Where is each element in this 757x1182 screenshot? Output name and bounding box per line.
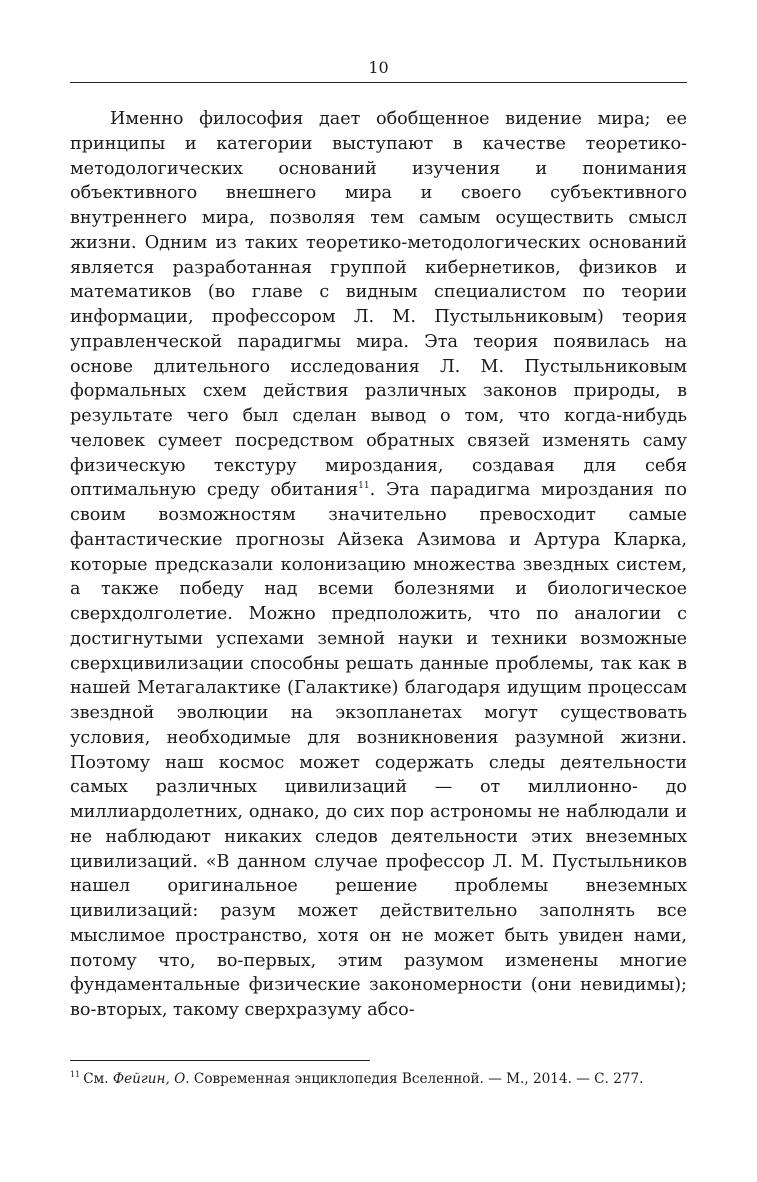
footnote-reference[interactable]: 11 (358, 481, 370, 492)
footnote-author: Фейгин, О. (112, 1071, 190, 1087)
body-paragraph (70, 107, 687, 1023)
footnote-number: 11 (70, 1070, 81, 1080)
footnote-rule (70, 1060, 370, 1061)
body-text-part-1: Именно философия дает обобщенное видение мира; ее принципы и категории выступают в качестве теоретико-методологических оснований изучения и понимания объективного внешнего мира и своего субъективного внутреннего мира, позволяя тем самым осуществить смысл жизни. Одним из таких теоретико-методологических оснований является разработанная группой кибернетиков, физиков и математиков (во главе с видным специалистом по теории информации, профессором Л. М. Пустыльниковым) теория управленческой парадигмы мира. Эта теория появилась на основе длительного исследования Л. М. Пустыльниковым формальных схем действия различных законов природы, в результате чего был сделан вывод о том, что когда-нибудь человек сумеет посредством обратных связей изменять саму физическую текстуру мироздания, создавая для себя оптимальную среду обитания (70, 109, 687, 501)
body-text-part-2: . Эта парадигма мироздания по своим возможностям значительно превосходит самые фантастические прогнозы Айзека Азимова и Артура Кларка, которые предсказали колонизацию множества звездных систем, а также победу над всеми болезнями и биологическое сверхдолголетие. Можно предположить, что по аналогии с достигнутыми успехами земной науки и техники возможные сверхцивилизации способны решать данные проблемы, так как в нашей Метагалактике (Галактике) благодаря идущим процессам звездной эволюции на экзопланетах могут существовать условия, необходимые для возникновения разумной жизни. Поэтому наш космос может содержать следы деятельности самых различных цивилизаций — от миллионно- до миллиардолетних, однако, до сих пор астрономы не наблюдали и не наблюдают никаких следов деятельности этих внеземных цивилизаций. «В данном случае профессор Л. М. Пустыльников нашел оригинальное решение проблемы внеземных цивилизаций: разум может действительно заполнять все мыслимое пространство, хотя он не может быть увиден нами, потому что, во-первых, этим разумом изменены многие фундаментальные физические закономерности (они невидимы); во-вторых, такому сверхразуму абсо- (70, 480, 688, 1020)
page-number: 10 (368, 58, 389, 77)
footnote (70, 1068, 687, 1090)
footnote-citation: Современная энциклопедия Вселенной. — М., 2014. — С. 277. (189, 1071, 644, 1087)
footnote-prefix: См. (83, 1071, 113, 1087)
header-rule (70, 82, 687, 83)
